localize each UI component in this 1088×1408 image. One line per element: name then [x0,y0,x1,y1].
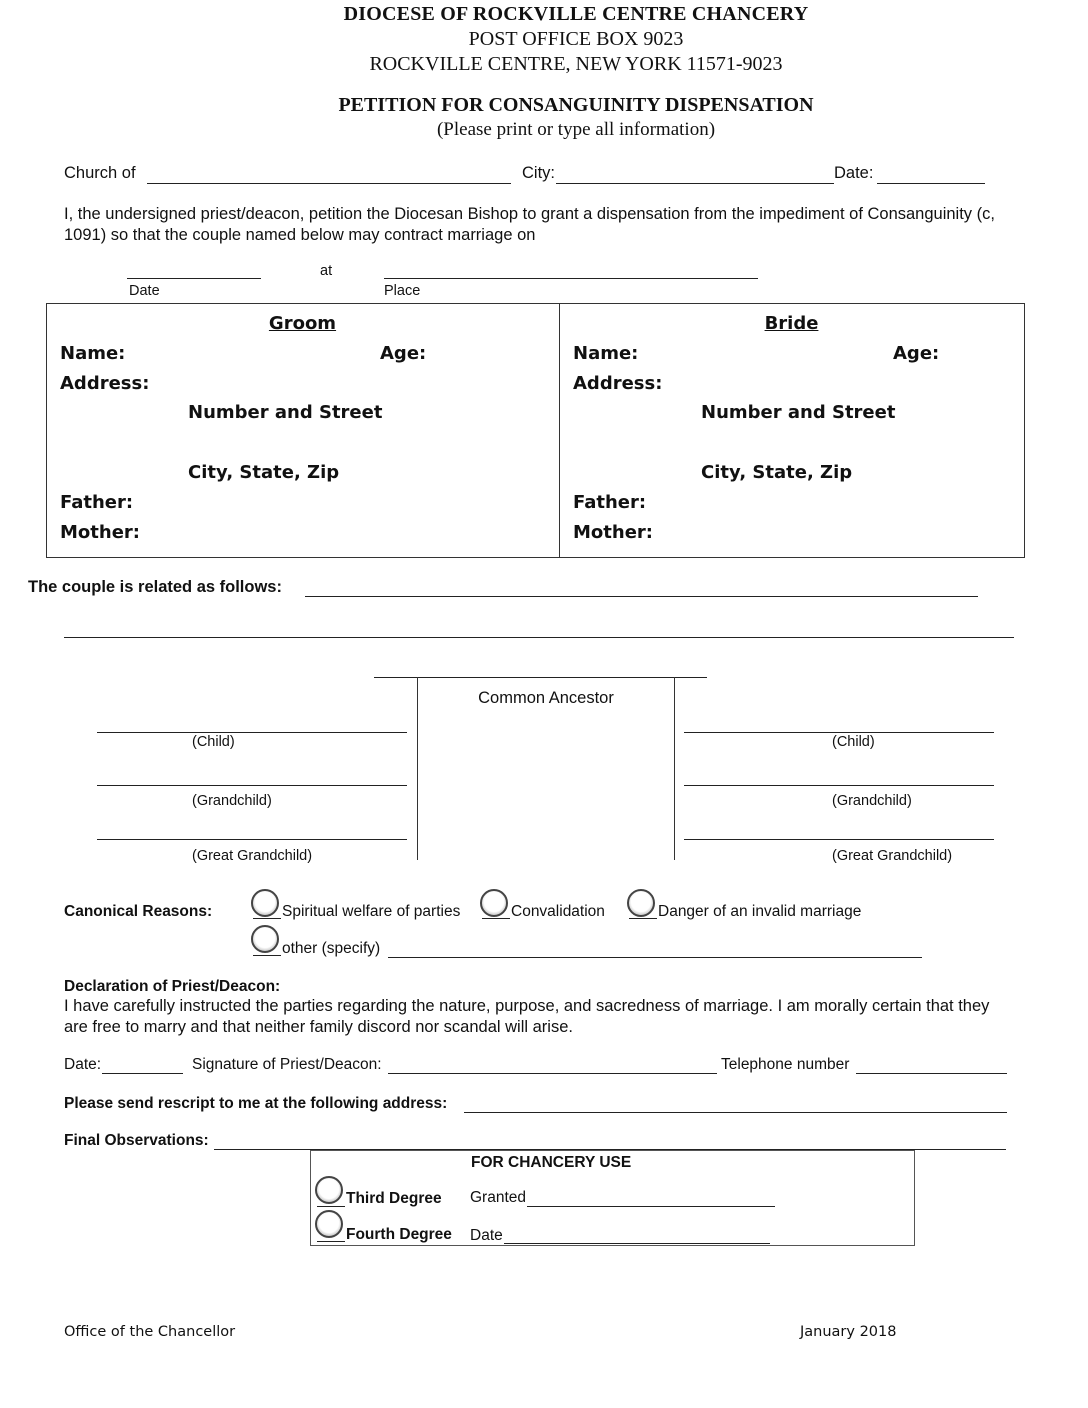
declaration-line-1: I have carefully instructed the parties regarding the nature, purpose, and sacredness of marriage. I am morally certain that they [64,997,990,1015]
left-grandchild-caption: (Grandchild) [192,793,272,809]
relation-label: The couple is related as follows: [28,578,282,596]
spiritual-welfare-label: Spiritual welfare of parties [282,903,461,920]
church-input[interactable] [150,163,512,185]
right-grandchild-input[interactable] [686,766,996,786]
bride-age-label: Age: [893,343,940,364]
right-great-grandchild-caption: (Great Grandchild) [832,848,953,864]
canonical-reasons-label: Canonical Reasons: [64,903,213,920]
signature-label: Signature of Priest/Deacon: [192,1056,382,1073]
spiritual-welfare-radio[interactable] [251,889,279,917]
left-grandchild-input[interactable] [99,766,409,786]
bride-address-label: Address: [573,373,663,394]
convalidation-radio[interactable] [480,889,508,917]
petition-line-1: I, the undersigned priest/deacon, petition the Diocesan Bishop to grant a dispensation from the impediment of Consanguinity (c, [64,205,995,223]
final-observations-input[interactable] [216,1130,1008,1151]
left-great-grandchild-input[interactable] [99,820,409,840]
fourth-degree-radio[interactable] [315,1210,343,1238]
invalid-marriage-label: Danger of an invalid marriage [658,903,862,920]
diocese-name: DIOCESE OF ROCKVILLE CENTRE CHANCERY [343,3,809,25]
groom-address-label: Address: [60,373,150,394]
groom-father-label: Father: [60,492,134,513]
left-child-caption: (Child) [192,734,235,750]
groom-age-label: Age: [380,343,427,364]
relation-input[interactable] [308,576,980,598]
left-child-input[interactable] [99,713,409,733]
rescript-address-input[interactable] [466,1093,1009,1114]
right-child-input[interactable] [686,713,996,733]
other-reason-label: other (specify) [282,940,381,957]
granted-label: Granted [470,1189,527,1206]
chancery-date-label: Date [470,1227,503,1244]
place-caption: Place [384,283,421,299]
declaration-date-input[interactable] [104,1055,185,1075]
couple-info-table [46,303,1025,558]
third-degree-radio[interactable] [315,1176,343,1204]
declaration-date-label: Date: [64,1056,102,1073]
church-label: Church of [64,164,136,182]
marriage-place-input[interactable] [386,260,760,280]
footer-office: Office of the Chancellor [64,1324,236,1340]
petition-line-2: 1091) so that the couple named below may contract marriage on [64,226,536,244]
right-great-grandchild-input[interactable] [686,820,996,840]
date-input[interactable] [879,163,987,185]
date-label: Date: [834,164,874,182]
chancery-heading: FOR CHANCERY USE [471,1154,632,1171]
city-input[interactable] [558,163,836,185]
final-observations-label: Final Observations: [64,1132,209,1149]
bride-name-label: Name: [573,343,639,364]
bride-city-label: City, State, Zip [701,462,853,483]
telephone-input[interactable] [858,1055,1009,1075]
city-address: ROCKVILLE CENTRE, NEW YORK 11571-9023 [369,53,783,75]
left-great-grandchild-caption: (Great Grandchild) [192,848,313,864]
relation-input-2[interactable] [66,617,1016,639]
chancery-date-input[interactable] [506,1225,772,1245]
invalid-marriage-radio[interactable] [627,889,655,917]
other-reason-radio[interactable] [251,925,279,953]
fourth-degree-label: Fourth Degree [346,1226,452,1243]
groom-street-label: Number and Street [188,402,383,423]
bride-father-label: Father: [573,492,647,513]
po-box: POST OFFICE BOX 9023 [468,28,684,50]
rescript-label: Please send rescript to me at the following address: [64,1095,448,1112]
groom-heading: Groom [268,313,337,334]
bride-mother-label: Mother: [573,522,653,543]
common-ancestor-label: Common Ancestor [478,689,614,707]
footer-date: January 2018 [800,1324,897,1340]
declaration-line-2: are free to marry and that neither family discord nor scandal will arise. [64,1018,573,1036]
third-degree-label: Third Degree [346,1190,442,1207]
right-child-caption: (Child) [832,734,875,750]
telephone-label: Telephone number [721,1056,850,1073]
signature-input[interactable] [390,1055,719,1075]
groom-name-label: Name: [60,343,126,364]
groom-mother-label: Mother: [60,522,140,543]
right-grandchild-caption: (Grandchild) [832,793,912,809]
date-caption: Date [129,283,160,299]
marriage-date-input[interactable] [129,260,263,280]
bride-heading: Bride [764,313,819,334]
bride-street-label: Number and Street [701,402,896,423]
at-label: at [320,263,333,279]
form-title: PETITION FOR CONSANGUINITY DISPENSATION [338,94,814,116]
groom-city-label: City, State, Zip [188,462,340,483]
city-label: City: [522,164,555,182]
granted-input[interactable] [529,1188,777,1208]
form-subtitle: (Please print or type all information) [436,119,716,140]
other-reason-input[interactable] [390,938,924,958]
convalidation-label: Convalidation [511,903,605,920]
declaration-heading: Declaration of Priest/Deacon: [64,978,281,995]
